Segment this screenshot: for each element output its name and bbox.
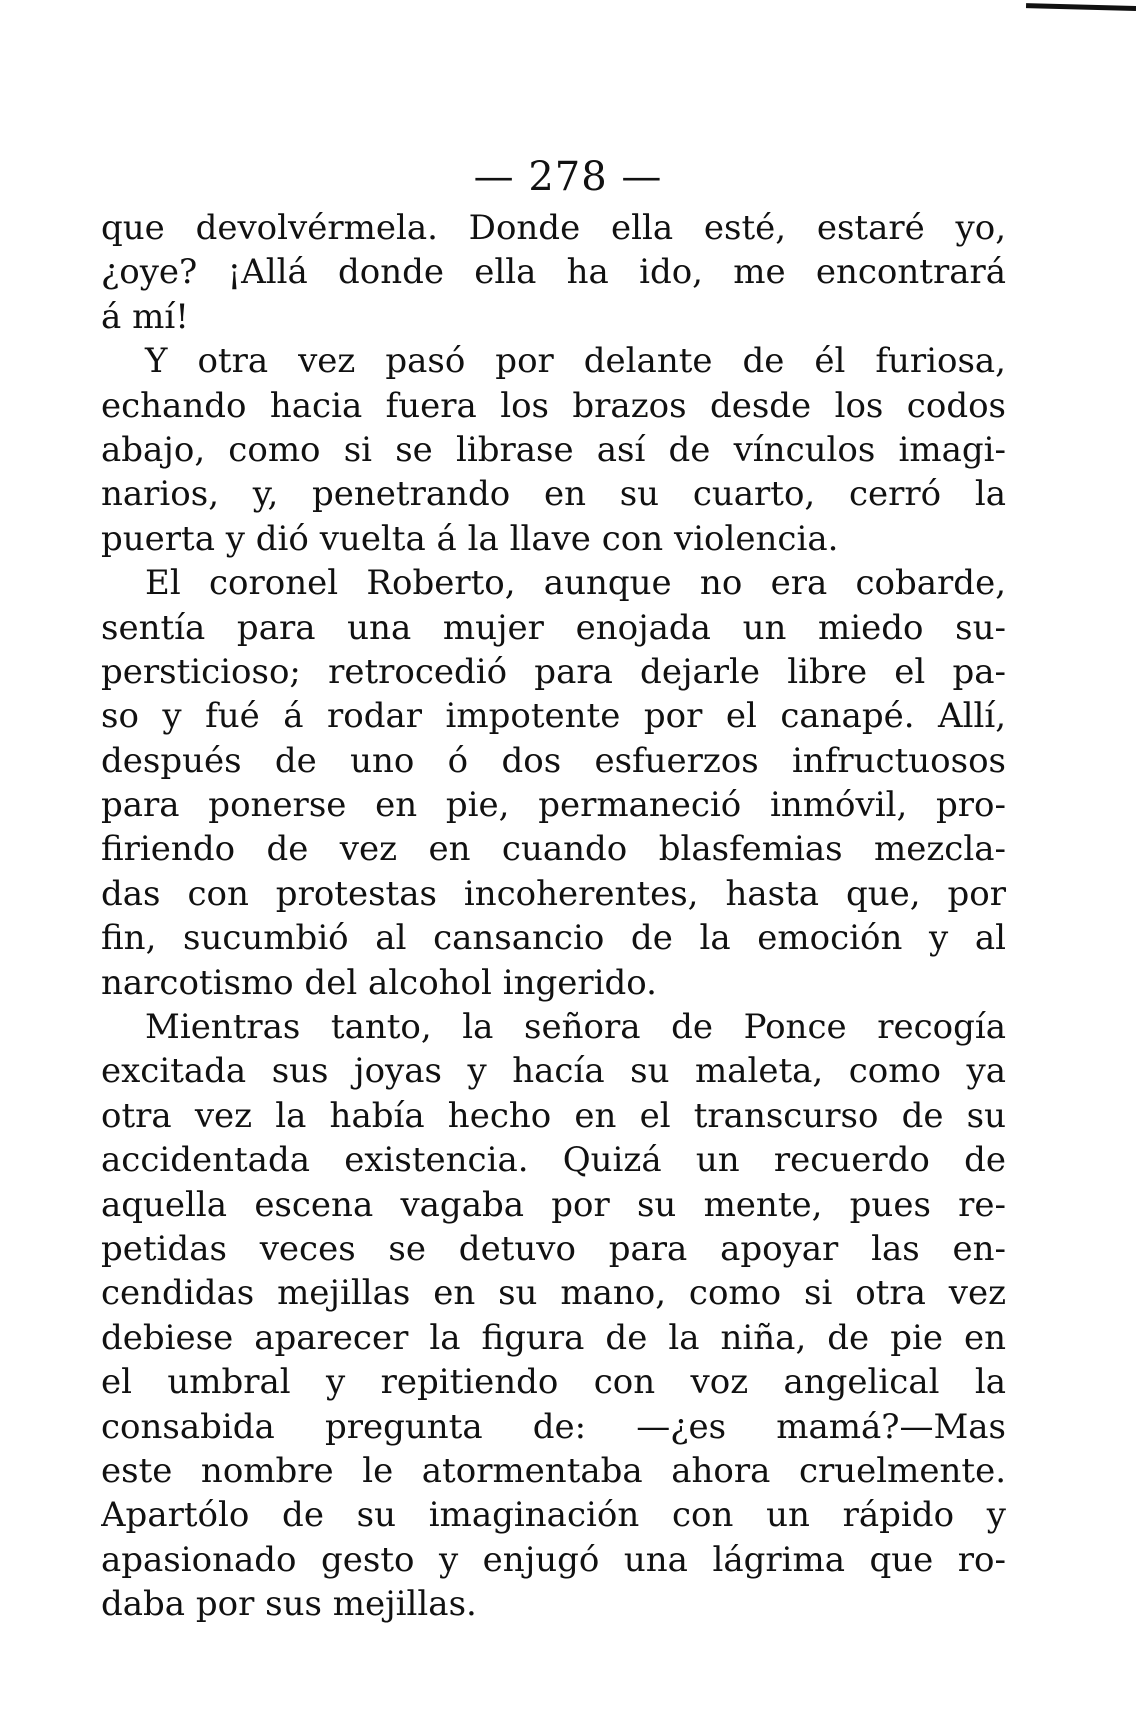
text-line: das con protestas incoherentes, hasta que, por — [101, 873, 1006, 914]
text-line: accidentada existencia. Quizá un recuerdo de — [101, 1140, 1006, 1181]
text-line: firiendo de vez en cuando blasfemias mezcla- — [101, 829, 1006, 870]
text-line: para ponerse en pie, permaneció inmóvil, pro- — [101, 785, 1006, 826]
text-line: Y otra vez pasó por delante de él furiosa, — [145, 341, 1006, 382]
scan-edge-mark — [1026, 3, 1136, 11]
text-line: que devolvérmela. Donde ella esté, estaré yo, — [101, 208, 1006, 248]
text-line: sentía para una mujer enojada un miedo su- — [101, 607, 1006, 648]
text-line: daba por sus mejillas. — [101, 1584, 477, 1625]
text-line: El coronel Roberto, aunque no era cobarde, — [145, 563, 1006, 604]
text-line: apasionado gesto y enjugó una lágrima que ro- — [101, 1539, 1006, 1580]
text-line: so y fué á rodar impotente por el canapé. Allí, — [101, 696, 1006, 737]
body-text — [101, 206, 1006, 1627]
text-line: consabida pregunta de: —¿es mamá?—Mas — [101, 1406, 1006, 1447]
text-line: narcotismo del alcohol ingerido. — [101, 962, 657, 1003]
text-line: este nombre le atormentaba ahora cruelmente. — [101, 1450, 1006, 1491]
text-line: excitada sus joyas y hacía su maleta, como ya — [101, 1051, 1006, 1092]
text-line: á mí! — [101, 296, 189, 337]
text-line: fin, sucumbió al cansancio de la emoción y al — [101, 918, 1006, 959]
text-line: aquella escena vagaba por su mente, pues re- — [101, 1184, 1006, 1225]
text-line: debiese aparecer la figura de la niña, de pie en — [101, 1317, 1006, 1358]
text-line: después de uno ó dos esfuerzos infructuosos — [101, 740, 1006, 781]
text-line: Apartólo de su imaginación con un rápido y — [101, 1495, 1006, 1536]
text-line: otra vez la había hecho en el transcurso de su — [101, 1095, 1006, 1136]
text-line: narios, y, penetrando en su cuarto, cerró la — [101, 474, 1006, 515]
text-line: Mientras tanto, la señora de Ponce recogía — [145, 1007, 1006, 1048]
text-line: puerta y dió vuelta á la llave con violencia. — [101, 518, 839, 559]
text-line: petidas veces se detuvo para apoyar las en- — [101, 1228, 1006, 1269]
text-line: echando hacia fuera los brazos desde los codos — [101, 385, 1006, 426]
text-line: cendidas mejillas en su mano, como si otra vez — [101, 1273, 1006, 1314]
text-line: persticioso; retrocedió para dejarle libre el pa- — [101, 651, 1006, 692]
page-number: — 278 — — [473, 154, 663, 200]
text-line: abajo, como si se librase así de vínculos imagi- — [101, 429, 1006, 470]
text-line: ¿oye? ¡Allá donde ella ha ido, me encontrará — [101, 252, 1006, 293]
text-line: el umbral y repitiendo con voz angelical la — [101, 1362, 1006, 1403]
